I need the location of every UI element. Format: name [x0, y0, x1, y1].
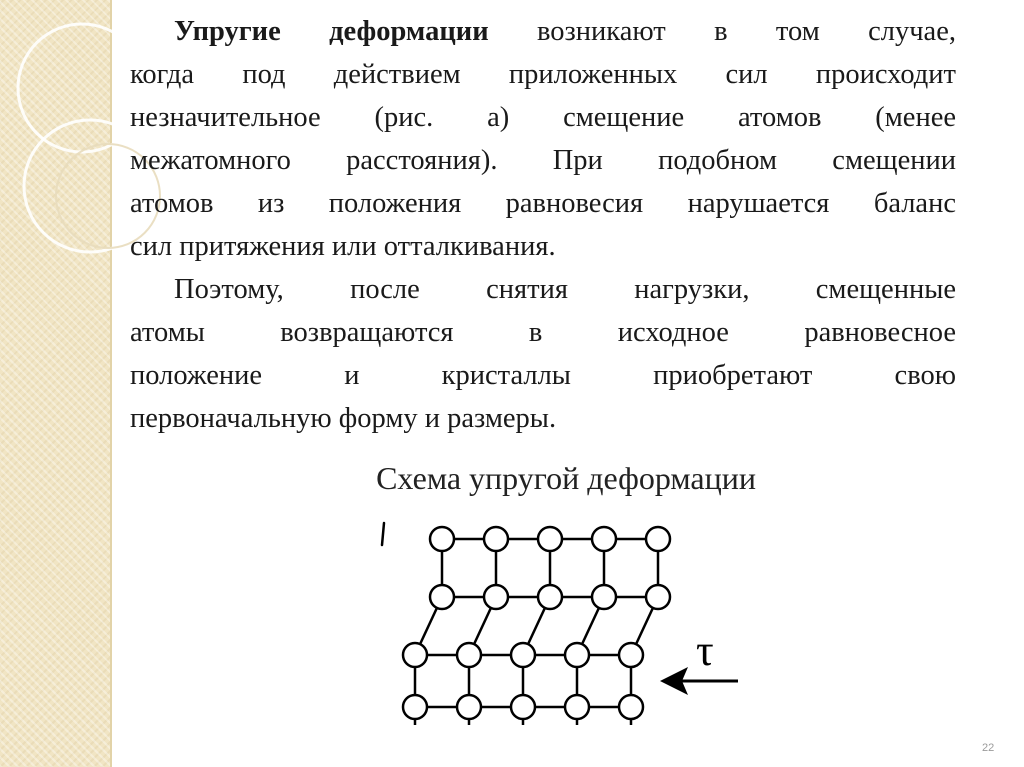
- paragraph-2-line-2: атомы возвращаются в исходное равновесное: [130, 317, 956, 348]
- paragraph-2-body: [130, 311, 956, 440]
- paragraph-1-line-5: атомов из положения равновесия нарушается баланс: [130, 188, 956, 219]
- shear-stress-symbol: τ: [696, 626, 714, 675]
- paragraph-2: [130, 268, 956, 311]
- paragraph-1-line-4: межатомного расстояния). При подобном смещении: [130, 145, 956, 176]
- paragraph-1-line-1: [174, 10, 956, 53]
- paragraph-1-line-6: сил притяжения или отталкивания.: [130, 231, 556, 262]
- atom: [619, 695, 643, 719]
- paragraph-1-body: [130, 53, 956, 268]
- atom: [430, 585, 454, 609]
- atom: [457, 695, 481, 719]
- atom: [592, 585, 616, 609]
- page-number: 22: [982, 742, 995, 754]
- atom: [511, 695, 535, 719]
- atom: [646, 585, 670, 609]
- atom: [484, 585, 508, 609]
- atom: [619, 643, 643, 667]
- atom-lattice: [403, 527, 670, 725]
- paragraph-1-line-3: незначительное (рис. а) смещение атомов (менее: [130, 102, 956, 133]
- paragraph-2-line-1: Поэтому, после снятия нагрузки, смещенные: [174, 274, 956, 305]
- elastic-deformation-diagram: [370, 515, 760, 725]
- term-elastic-deformations: Упругие деформации: [174, 16, 489, 47]
- slide-text: [130, 10, 956, 440]
- atom: [511, 643, 535, 667]
- atom: [592, 527, 616, 551]
- atom: [538, 585, 562, 609]
- atom: [484, 527, 508, 551]
- figure-caption: Схема упругой деформации: [376, 460, 756, 496]
- atom: [457, 643, 481, 667]
- atom: [646, 527, 670, 551]
- paragraph-1-line-1-rest: возникают в том случае,: [488, 16, 956, 47]
- atom: [430, 527, 454, 551]
- atom: [565, 695, 589, 719]
- paragraph-1: [130, 10, 956, 53]
- atom: [403, 643, 427, 667]
- atom: [403, 695, 427, 719]
- atom: [565, 643, 589, 667]
- paragraph-1-line-2: когда под действием приложенных сил происходит: [130, 59, 956, 90]
- paragraph-2-line-4: первоначальную форму и размеры.: [130, 403, 557, 434]
- paragraph-2-line-3: положение и кристаллы приобретают свою: [130, 360, 956, 391]
- atom: [538, 527, 562, 551]
- small-stroke-mark: [382, 523, 384, 545]
